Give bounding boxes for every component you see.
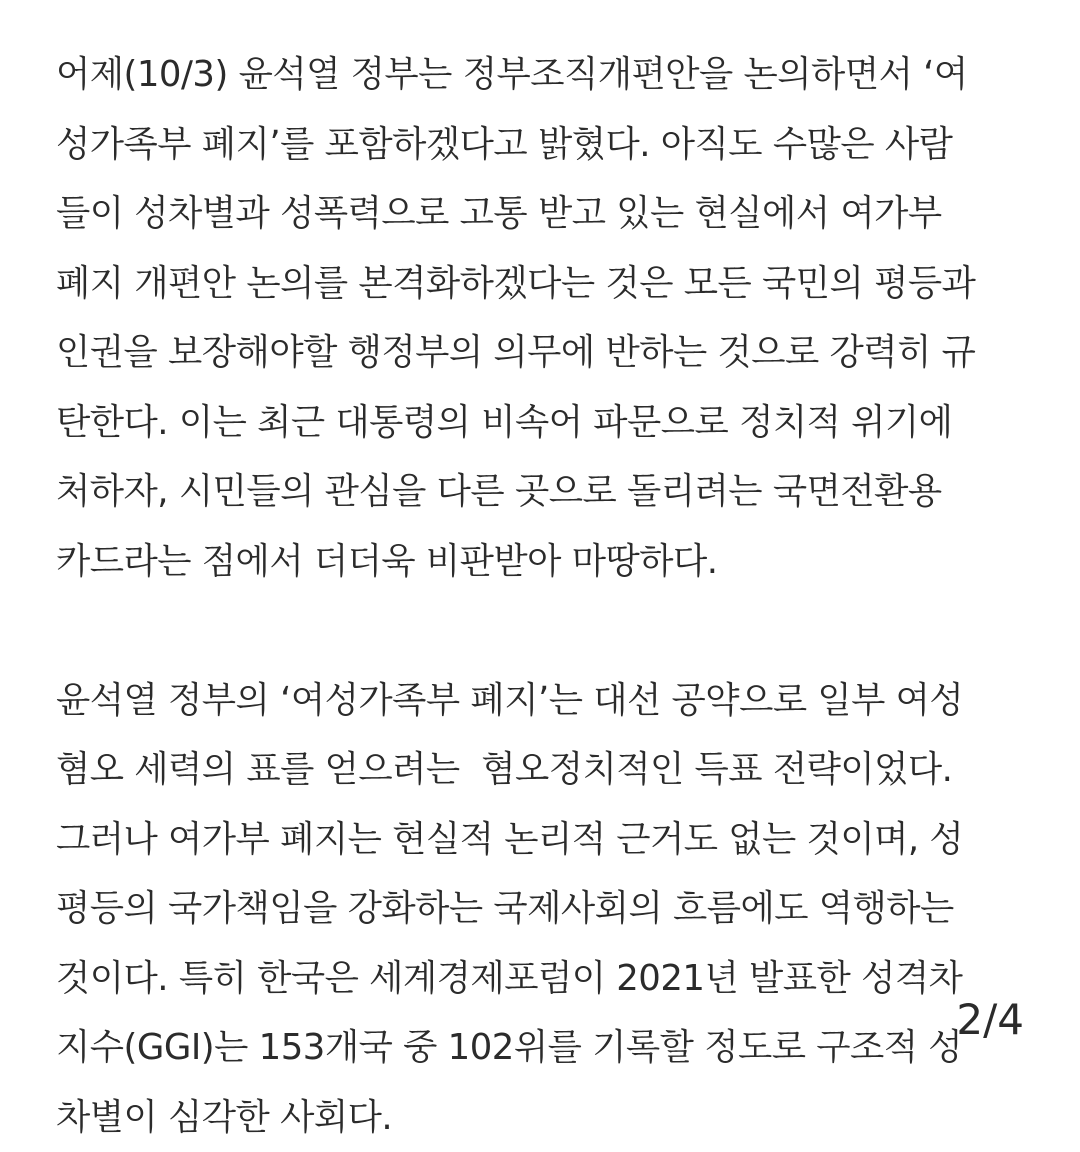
- text-line: 성가족부 폐지’를 포함하겠다고 밝혔다. 아직도 수많은 사람: [56, 110, 1031, 180]
- statement-body: [56, 40, 1046, 1152]
- text-line: 들이 성차별과 성폭력으로 고통 받고 있는 현실에서 여가부: [56, 179, 1031, 249]
- text-line: 지수(GGI)는 153개국 중 102위를 기록할 정도로 구조적 성: [56, 1013, 1031, 1083]
- text-line: 윤석열 정부의 ‘여성가족부 폐지’는 대선 공약으로 일부 여성: [56, 666, 1031, 736]
- text-line: 차별이 심각한 사회다.: [56, 1083, 1031, 1152]
- text-line: 처하자, 시민들의 관심을 다른 곳으로 돌리려는 국면전환용: [56, 457, 1031, 527]
- text-line: 카드라는 점에서 더더욱 비판받아 마땅하다.: [56, 527, 1031, 597]
- text-line: 그러나 여가부 폐지는 현실적 논리적 근거도 없는 것이며, 성: [56, 805, 1031, 875]
- paragraph-1: [56, 40, 1046, 596]
- text-line: 혐오 세력의 표를 얻으려는 혐오정치적인 득표 전략이었다.: [56, 735, 1031, 805]
- text-line: 평등의 국가책임을 강화하는 국제사회의 흐름에도 역행하는: [56, 874, 1031, 944]
- text-line: 폐지 개편안 논의를 본격화하겠다는 것은 모든 국민의 평등과: [56, 249, 1031, 319]
- text-line: 탄한다. 이는 최근 대통령의 비속어 파문으로 정치적 위기에: [56, 388, 1031, 458]
- page-number: 2/4: [956, 990, 1024, 1050]
- text-line: 것이다. 특히 한국은 세계경제포럼이 2021년 발표한 성격차: [56, 944, 1031, 1014]
- text-line: 어제(10/3) 윤석열 정부는 정부조직개편안을 논의하면서 ‘여: [56, 40, 1031, 110]
- text-line: 인권을 보장해야할 행정부의 의무에 반하는 것으로 강력히 규: [56, 318, 1031, 388]
- paragraph-spacer: [56, 596, 1046, 666]
- paragraph-2: [56, 666, 1046, 1152]
